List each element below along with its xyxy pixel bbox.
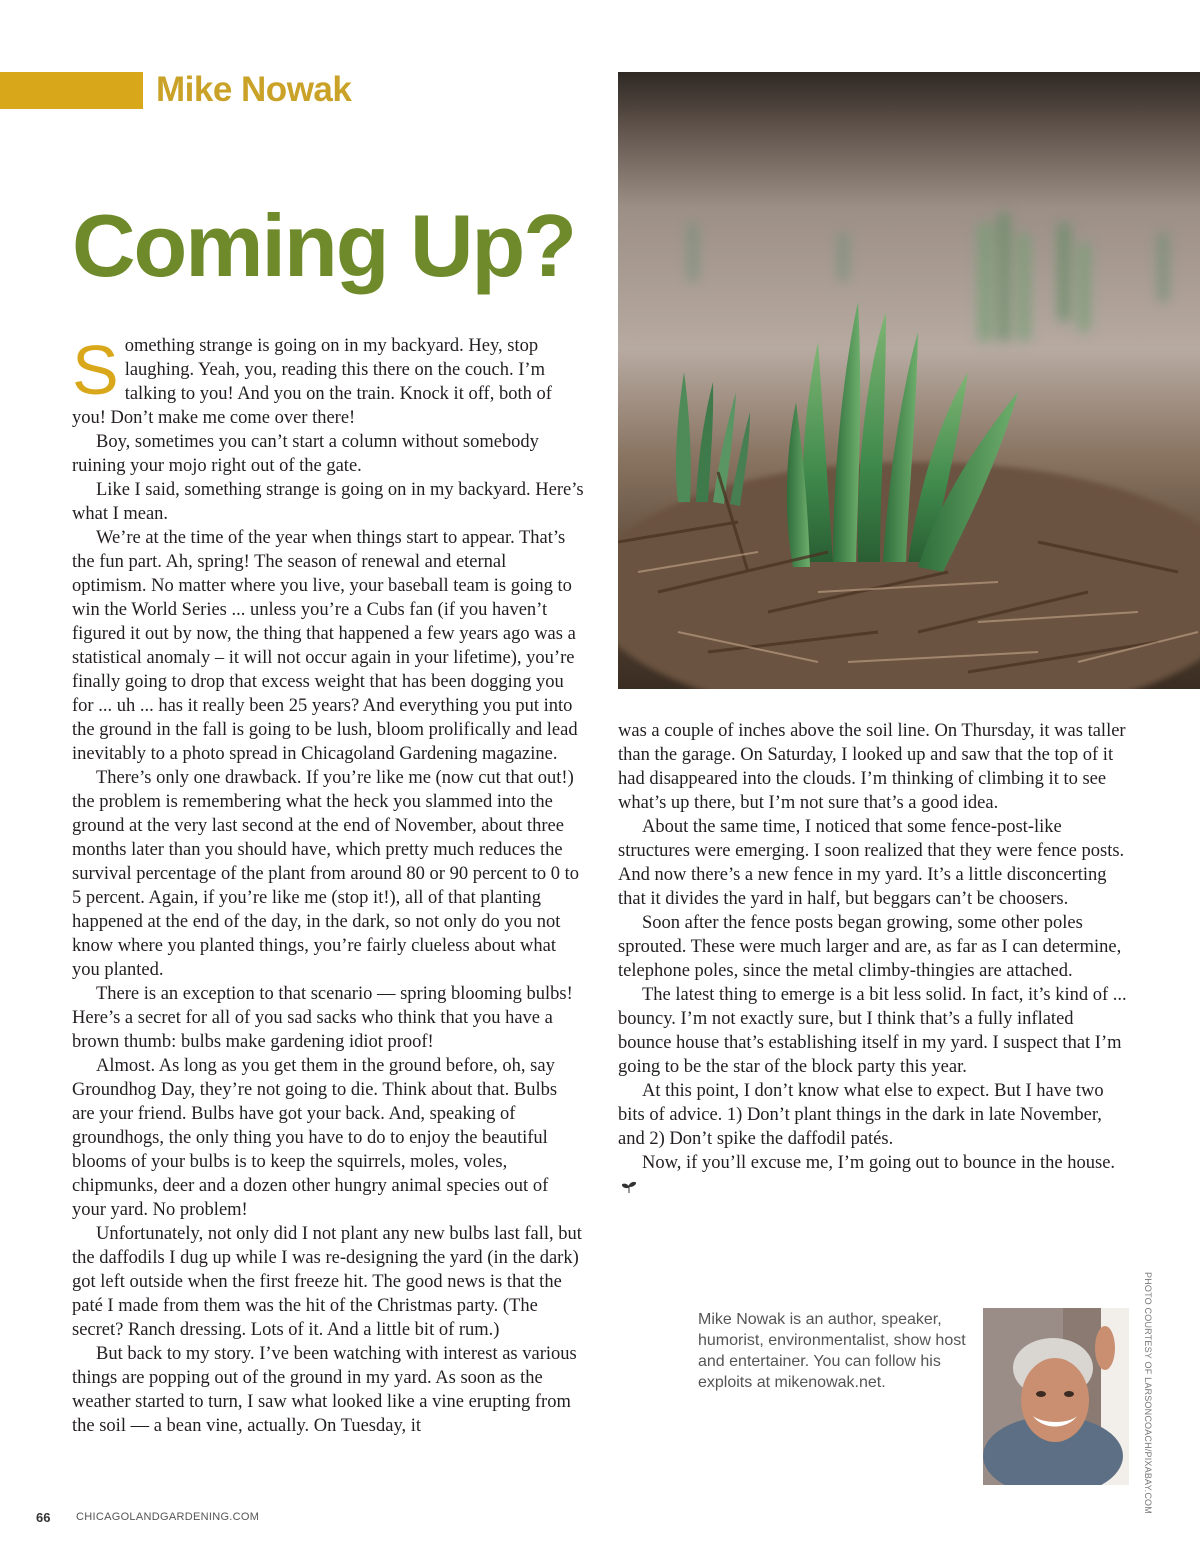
paragraph: The latest thing to emerge is a bit less solid. In fact, it’s kind of ... bouncy. I’m not exactly sure, but I think that’s a fully inflated bounce house that’s establishing itself in my yard. I suspect that I’m going to be the star of the block party this year. (618, 985, 1127, 1077)
paragraph: Like I said, something strange is going on in my backyard. Here’s what I mean. (72, 480, 584, 524)
author-name: Mike Nowak (156, 70, 352, 109)
paragraph: Soon after the fence posts began growing, some other poles sprouted. These were much larger and are, as far as I can determine, telephone poles, since the metal climby-thingies are attached. (618, 913, 1122, 981)
page-number: 66 (36, 1510, 51, 1525)
paragraph: We’re at the time of the year when things start to appear. That’s the fun part. Ah, spring! The season of renewal and eternal optimism. No matter where you live, your baseball team is going to win the World Series ... unless you’re a Cubs fan (if you haven’t figured it out by now, the thing that happened a few years ago was a statistical anomaly – it will not occur again in your lifetime), you’re finally going to drop that excess weight that has been dogging you for ... uh ... has it really been 25 years? And everything you put into the ground in the fall is going to be lush, bloom prolifically and lead inevitably to a photo spread in Chicagoland Gardening magazine. (72, 528, 578, 764)
paragraph-final-text: Now, if you’ll excuse me, I’m going out to bounce in the house. (642, 1153, 1116, 1173)
author-color-bar (0, 72, 143, 109)
headline: Coming Up? (72, 196, 576, 295)
paragraph: Boy, sometimes you can’t start a column without somebody ruining your mojo right out of the gate. (72, 432, 539, 476)
drop-cap: S (72, 331, 119, 409)
paragraph: There’s only one drawback. If you’re like me (now cut that out!) the problem is remembering what the heck you slammed into the ground at the very last second at the end of November, about three months later than you should have, which pretty much reduces the survival percentage of the plant from around 80 or 90 percent to 0 to 5 percent. Again, if you’re like me (stop it!), all of that planting happened at the end of the day, in the dark, so not only do you not know where you planted things, you’re fairly clueless about what you planted. (72, 768, 580, 980)
author-bio: Mike Nowak is an author, speaker, humorist, environmentalist, show host and entertainer. You can follow his exploits at mikenowak.net. (698, 1311, 966, 1391)
paragraph: But back to my story. I’ve been watching with interest as various things are popping out of the ground in my yard. As soon as the weather started to turn, I saw what looked like a vine erupting from the soil — a bean vine, actually. On Tuesday, it (72, 1344, 577, 1436)
paragraph: At this point, I don’t know what else to expect. But I have two bits of advice. 1) Don’t plant things in the dark in late November, and 2) Don’t spike the daffodil patés. (618, 1081, 1104, 1149)
paragraph: was a couple of inches above the soil line. On Thursday, it was taller than the garage. On Saturday, I looked up and saw that the top of it had disappeared into the clouds. I’m thinking of climbing it to see what’s up there, but I’m not sure that’s a good idea. (618, 721, 1126, 813)
sprout-icon (622, 1181, 636, 1193)
paragraph: Unfortunately, not only did I not plant any new bulbs last fall, but the daffodils I dug up while I was re-designing the yard (in the dark) got left outside when the first freeze hit. The good news is that the paté I made from them was the hit of the Christmas party. (The secret? Ranch dressing. Lots of it. And a little bit of rum.) (72, 1224, 582, 1340)
article-column-right (618, 719, 1128, 1199)
photo-credit: PHOTO COURTESY OF LARSONCOACH/PIXABAY.COM (1143, 1272, 1153, 1514)
paragraph: Almost. As long as you get them in the ground before, oh, say Groundhog Day, they’re not going to die. Think about that. Bulbs are your friend. Bulbs have got your back. And, speaking of groundhogs, the only thing you have to do to enjoy the beautiful blooms of your bulbs is to keep the squirrels, moles, voles, chipmunks, deer and a dozen other hungry animal species out of your yard. No problem! (72, 1056, 558, 1220)
daffodil-sprouts-photo (618, 72, 1200, 689)
paragraph: omething strange is going on in my backyard. Hey, stop laughing. Yeah, you, reading this there on the couch. I’m talking to you! And you on the train. Knock it off, both of you! Don’t make me come over there! (72, 336, 552, 428)
footer-website: CHICAGOLANDGARDENING.COM (76, 1511, 260, 1523)
paragraph: There is an exception to that scenario — spring blooming bulbs! Here’s a secret for all of you sad sacks who think that you have a brown thumb: bulbs make gardening idiot proof! (72, 984, 573, 1052)
author-headshot (983, 1308, 1129, 1485)
article-column-left (72, 331, 584, 1438)
paragraph-final (618, 1151, 1128, 1199)
paragraph: About the same time, I noticed that some fence-post-like structures were emerging. I soon realized that they were fence posts. And now there’s a new fence in my yard. It’s a little disconcerting that it divides the yard in half, but beggars can’t be choosers. (618, 817, 1125, 909)
